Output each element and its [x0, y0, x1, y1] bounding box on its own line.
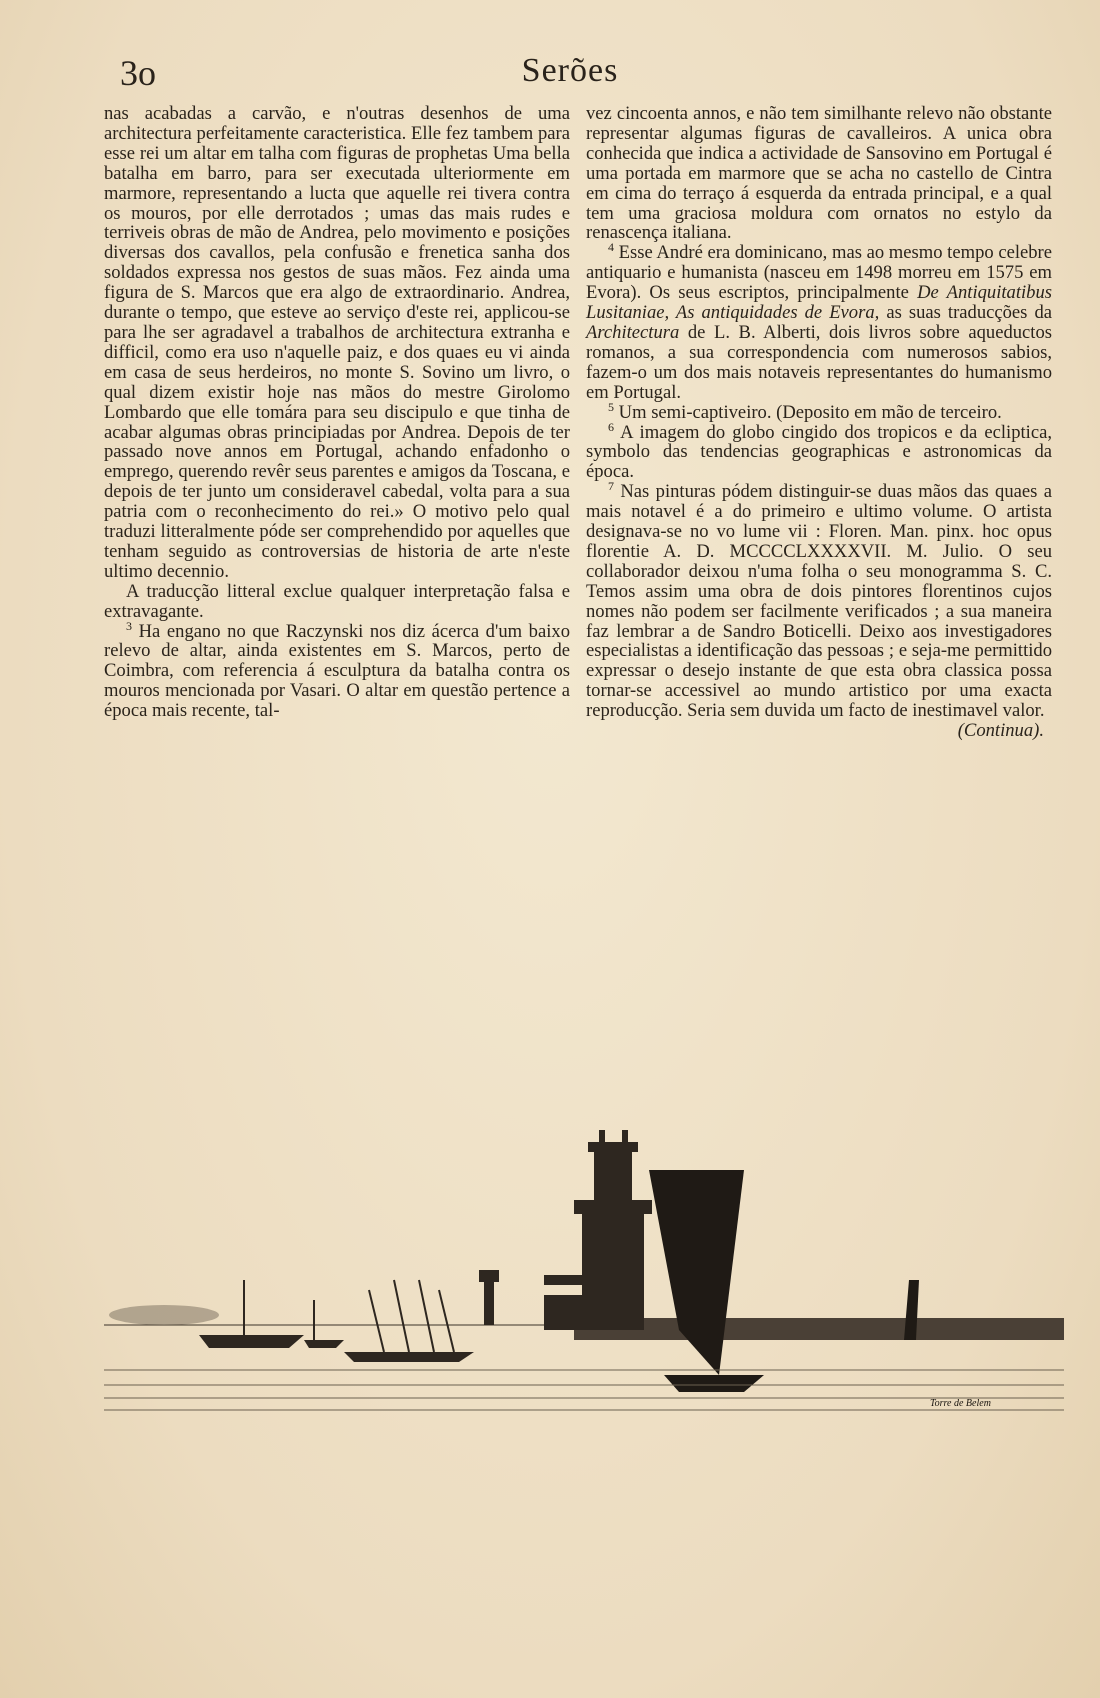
right-column — [586, 104, 1052, 741]
footnote-text: as suas traducções da — [879, 302, 1052, 324]
page-number: 3o — [120, 53, 156, 93]
illustration-caption: Torre de Belem — [930, 1398, 991, 1409]
book-title: De Antiquitatibus Lusitaniae, As antiquidades de Evora, — [586, 282, 1052, 324]
body-paragraph: nas acabadas a carvão, e n'outras desenhos de uma architectura perfeitamente caracteristica. Elle fez tambem para esse rei um altar em talha com figuras de prophetas Uma bella batalha em barro, para ser executada ulteriormente em marmore, representando a lucta que aquelle rei tivera contra os mouros, por elle derrotados ; umas das mais rudes e terriveis obras de mão de Andrea, pelo movimento e posições diversas dos cavallos, pela confusão e frenetica sanha dos soldados expressa nos gestos de suas mãos. Fez ainda uma figura de S. Marcos que era algo de extraordinario. Andrea, durante o tempo, que esteve ao serviço d'este rei, applicou-se para lhe ser agradavel a trabalhos de architectura extranha e difficil, como era uso n'aquelle paiz, e dos quaes eu vi ainda em casa de seus herdeiros, no monte S. Sovino um livro, o qual dizem existir hoje nas mãos do mestre Girolomo Lombardo que elle tomára para seu discipulo e que tinha de acabar algumas obras principiadas por Andrea. Depois de ter passado nove annos em Portugal, achando enfadonho o emprego, querendo revêr seus parentes e amigos da Toscana, e depois de ter junto um consideravel cabedal, volta para a sua patria com o reconhecimento do rei.» O motivo pelo qual traduzi litteralmente póde ser comprehendido por aquelles que tenham seguido as controversias de historia de arte n'este ultimo decennio. — [104, 103, 570, 582]
steamer-hull — [199, 1335, 304, 1348]
belem-tower — [544, 1130, 652, 1330]
footnote-text: de L. B. Alberti, dois livros sobre aqueductos romanos, a sua correspondencia com numerosos sabios, fazem-o um dos mais notaveis representantes do humanismo em Portugal. — [586, 321, 1052, 403]
footnote-text: Ha engano no que Raczynski nos diz ácerca d'um baixo relevo de altar, ainda existentes em S. Marcos, perto de Coimbra, com referencia á esculptura da batalha contra os mouros mencionada por Vasari. O altar em questão pertence a época mais recente, tal- — [104, 620, 570, 722]
footnote-marker: 6 — [608, 419, 614, 434]
water-lines — [104, 1370, 1064, 1410]
footnote-marker: 3 — [126, 618, 132, 633]
footnote-6 — [586, 419, 1052, 483]
footnote-text: Um semi-captiveiro. (Deposito em mão de terceiro. — [618, 401, 1002, 423]
sailboat-hull — [664, 1375, 764, 1392]
large-sail — [649, 1170, 744, 1375]
book-title: Architectura — [586, 321, 680, 343]
page-header — [104, 52, 1036, 100]
footnote-marker: 4 — [608, 240, 614, 255]
footnote-marker: 5 — [608, 399, 614, 414]
footnote-text: Esse André era dominicano, mas ao mesmo tempo celebre antiquario e humanista (nasceu em 1498 morreu em 1575 em Evora). Os seus escriptos, principalmente — [586, 242, 1052, 304]
barge — [344, 1352, 474, 1362]
footnote-4 — [586, 240, 1052, 403]
continua-note: (Continua). — [957, 720, 1044, 742]
footnote-7 — [586, 479, 1053, 722]
barge-masts — [369, 1280, 454, 1352]
footnote-3 — [104, 618, 570, 722]
footnote-5 — [586, 399, 1052, 423]
lighthouse — [484, 1280, 494, 1325]
running-title: Serões — [521, 52, 619, 89]
footnote-3-continued: vez cincoenta annos, e não tem similhante relevo não obstante representar algumas figuras de cavalleiros. A unica obra conhecida que indica a actividade de Sansovino em Portugal é uma portada em marmore que se acha no castello de Cintra em cima do terraço á esquerda da entrada principal, e a qual tem uma graciosa moldura com ornatos no estylo da renascença italiana. — [586, 103, 1052, 244]
tower-illustration — [104, 1130, 1064, 1420]
fortress-wall — [574, 1318, 1064, 1340]
footnote-text: Nas pinturas pódem distinguir-se duas mãos das quaes a mais notavel é a do primeiro e ultimo volume. O artista designava-se no vo lume vii : Floren. Man. pinx. hoc opus florentie A. D. MCCCCLXXXXVII. M. Julio. O seu collaborador deixou n'uma folha o seu monogramma S. C. Temos assim uma obra de dois pintores florentinos cujos nomes não podem ser facilmente verificados ; a sua maneira faz lembrar a de Sandro Boticelli. Deixo aos investigadores especialistas a identificação das pessoas ; e seja-me permittido expressar o desejo instante de que esta obra classica possa tornar-se accessivel ao mundo artistico por uma exacta reproducção. Seria sem duvida um facto de inestimavel valor. — [586, 481, 1053, 722]
footnote-text: A imagem do globo cingido dos tropicos e da ecliptica, symbolo das tendencias geographicas e astronomicas da época. — [586, 421, 1052, 483]
smoke — [109, 1305, 219, 1325]
footnote-marker: 7 — [608, 479, 614, 494]
body-paragraph: A traducção litteral exclue qualquer interpretação falsa e extravagante. — [104, 580, 570, 622]
left-column — [104, 104, 570, 721]
